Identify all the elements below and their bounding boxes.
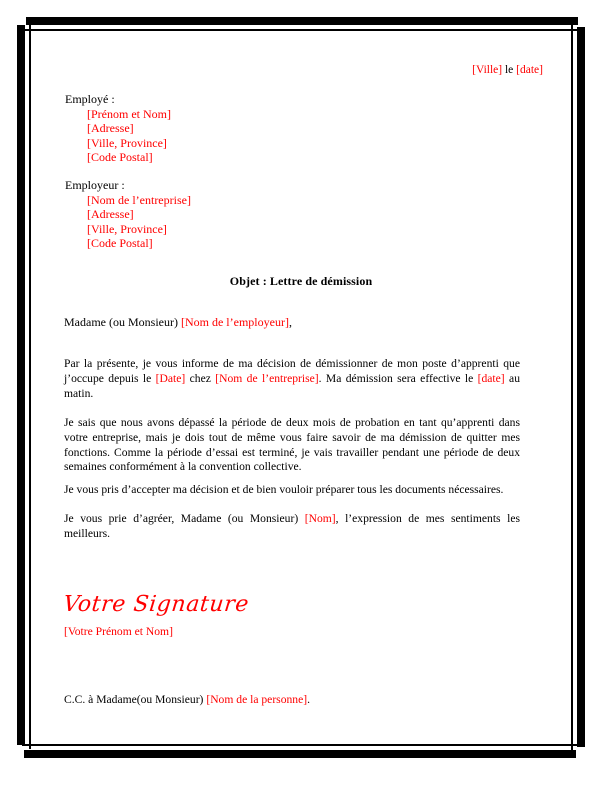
date-connector: le	[502, 64, 517, 76]
city-date-line	[0, 63, 543, 77]
cc-prefix: C.C. à Madame(ou Monsieur)	[64, 693, 207, 706]
list-item: [Prénom et Nom]	[87, 106, 171, 121]
date-placeholder: [date]	[516, 64, 543, 76]
paragraph-1-part-2: chez	[185, 371, 216, 385]
body-paragraph-2: Je sais que nous avons dépassé la période de deux mois de probation en tant qu’apprenti dans votre entreprise, mais je dois tout de même vous faire savoir de ma démission de quitter mes fonctions. Comme la période d’essai est terminé, je vais travailler pendant une période de deux semaines conformément à la convention collective.	[64, 416, 520, 474]
employer-name-placeholder: [Nom de l’employeur]	[180, 315, 289, 329]
list-item: [Adresse]	[87, 121, 134, 136]
list-item: [Code Postal]	[87, 150, 153, 165]
city-placeholder: [Ville]	[472, 64, 503, 76]
employee-address-block	[65, 92, 171, 165]
salutation-line	[64, 315, 292, 330]
signature-name-placeholder: [Votre Prénom et Nom]	[64, 625, 173, 638]
start-date-placeholder: [Date]	[155, 371, 186, 385]
salutation-prefix: Madame (ou Monsieur)	[64, 315, 181, 329]
cc-person-placeholder: [Nom de la personne]	[206, 693, 308, 706]
subject-line: Objet : Lettre de démission	[229, 274, 373, 288]
body-paragraph-3: Je vous pris d’accepter ma décision et de bien vouloir préparer tous les documents nécessaires.	[64, 483, 504, 496]
carbon-copy-line	[64, 693, 310, 706]
body-paragraph-4	[64, 512, 520, 542]
list-item: [Adresse]	[87, 207, 134, 222]
cc-suffix: .	[307, 693, 311, 706]
body-paragraph-1	[64, 357, 520, 401]
employer-address-lines	[65, 193, 191, 251]
company-name-placeholder: [Nom de l’entreprise]	[215, 371, 319, 385]
employee-label: Employé :	[65, 92, 115, 106]
list-item: [Ville, Province]	[87, 135, 167, 150]
salutation-suffix: ,	[288, 315, 292, 329]
paragraph-1-part-3: . Ma démission sera effective le	[318, 371, 478, 385]
list-item: [Code Postal]	[87, 236, 153, 251]
recipient-name-placeholder: [Nom]	[304, 512, 336, 525]
employer-address-block	[65, 178, 191, 251]
effective-date-placeholder: [date]	[477, 371, 505, 385]
list-item: [Ville, Province]	[87, 221, 167, 236]
paragraph-4-part-2: , l’expression de mes sentiments les meilleurs.	[64, 512, 520, 540]
employee-address-lines	[65, 107, 171, 165]
paragraph-1-part-4: au matin.	[64, 371, 520, 400]
employer-label: Employeur :	[65, 178, 125, 192]
handwritten-signature: Votre Signature	[62, 592, 251, 617]
list-item: [Nom de l’entreprise]	[87, 192, 191, 207]
paragraph-1-part-1: Par la présente, je vous informe de ma décision de démissionner de mon poste d’apprenti que j’occupe depuis le	[64, 357, 520, 385]
paragraph-4-part-1: Je vous prie d’agréer, Madame (ou Monsieur)	[64, 512, 305, 525]
